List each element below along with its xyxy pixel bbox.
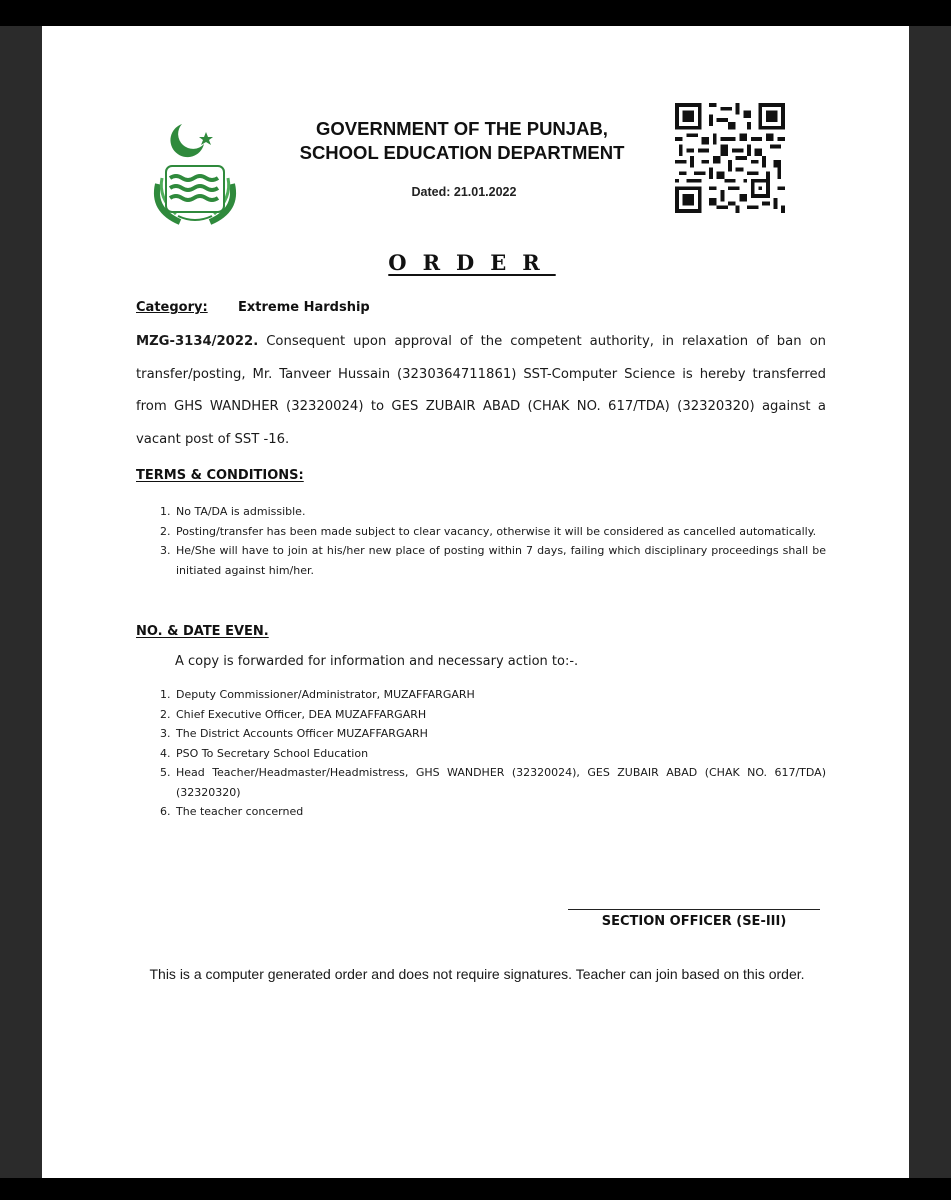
list-text: Posting/transfer has been made subject to clear vacancy, otherwise it will be considered as cancelled automatically. [176,524,817,538]
order-reference: MZG-3134/2022. [136,334,259,349]
screen-top-bar [0,0,951,26]
list-number: 6. [160,805,171,818]
list-text: The teacher concerned [176,805,304,818]
copy-recipients-list [160,685,826,822]
signatory-title: SECTION OFFICER (SE-III) [601,914,787,929]
list-item [160,744,826,764]
terms-heading: TERMS & CONDITIONS: [136,468,304,483]
order-body-paragraph [136,326,826,456]
qr-code-icon [675,102,785,214]
list-item [160,705,826,725]
list-item [160,502,826,522]
list-text: Head Teacher/Headmaster/Headmistress, GHS WANDHER (32320024), GES ZUBAIR ABAD (CHAK NO. 617/TDA) (32320320) [176,766,826,799]
list-item [160,724,826,744]
screen-bottom-bar [0,1178,951,1200]
list-number: 2. [160,524,171,538]
list-number: 1. [160,688,171,701]
list-number: 5. [160,766,171,779]
list-text: PSO To Secretary School Education [176,746,369,760]
list-number: 2. [160,707,171,721]
order-document [42,26,909,1178]
list-number: 3. [160,544,171,557]
punjab-government-emblem [146,118,244,228]
list-number: 3. [160,727,171,740]
order-date: Dated: 21.01.2022 [411,185,517,199]
title-line-2: SCHOOL EDUCATION DEPARTMENT [299,142,625,163]
list-item [160,763,826,802]
department-title [262,117,662,165]
order-heading: ORDER [388,250,556,275]
signature-line [568,909,820,910]
list-text: He/She will have to join at his/her new place of posting within 7 days, failing which disciplinary proceedings shall be initiated against him/her. [176,544,826,577]
list-item [160,685,826,705]
copy-forwarded-line: A copy is forwarded for information and necessary action to:-. [175,654,579,669]
terms-list [160,502,826,580]
list-text: Deputy Commissioner/Administrator, MUZAFFARGARH [176,688,475,701]
list-text: Chief Executive Officer, DEA MUZAFFARGARH [176,707,427,721]
list-item [160,541,826,580]
list-number: 1. [160,505,171,518]
computer-generated-note: This is a computer generated order and does not require signatures. Teacher can join based on this order. [149,966,805,982]
list-text: The District Accounts Officer MUZAFFARGARH [176,727,428,740]
no-date-even-heading: NO. & DATE EVEN. [136,624,269,639]
list-number: 4. [160,746,171,760]
list-text: No TA/DA is admissible. [176,505,306,518]
title-line-1: GOVERNMENT OF THE PUNJAB, [316,118,608,139]
list-item [160,802,826,822]
category-value: Extreme Hardship [238,300,370,315]
list-item [160,522,826,542]
category-label: Category: [136,300,208,315]
order-body-text: Consequent upon approval of the competent authority, in relaxation of ban on transfer/posting, Mr. Tanveer Hussain (3230364711861) SST-Computer Science is hereby transferred from GHS WANDHER (32320024) to GES ZUBAIR ABAD (CHAK NO. 617/TDA) (32320320) against a vacant post of SST -16. [136,334,826,447]
category-line [136,300,370,315]
